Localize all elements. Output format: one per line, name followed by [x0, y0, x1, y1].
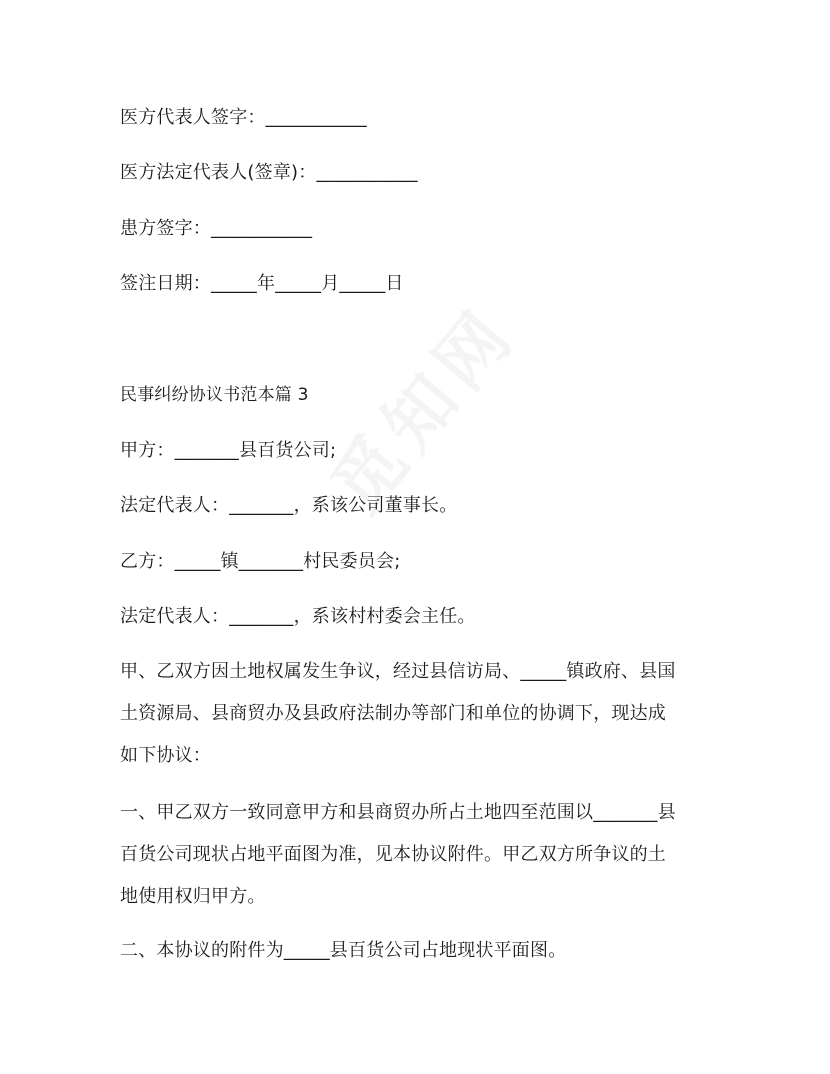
clause-1-line: 一、甲乙双方一致同意甲方和县商贸办所占土地四至范围以_______县: [120, 802, 676, 823]
clause-2-line: 二、本协议的附件为_____县百货公司占地现状平面图。: [120, 940, 567, 961]
party-a-legal-rep-line: 法定代表人：_______，系该公司董事长。: [120, 495, 458, 516]
patient-signature-line: 患方签字：___________: [120, 218, 313, 239]
party-a-line: 甲方：_______县百货公司;: [120, 440, 337, 461]
clause-1-paragraph: [120, 792, 710, 918]
doctor-rep-signature-line: 医方代表人签字：___________: [120, 107, 367, 128]
doctor-legal-rep-signature-line: 医方法定代表人(签章)：___________: [120, 162, 418, 183]
party-b-legal-rep-line: 法定代表人：_______，系该村村委会主任。: [120, 606, 476, 627]
intro-paragraph: [120, 651, 710, 777]
intro-line: 土资源局、县商贸办及县政府法制办等部门和单位的协调下，现达成: [120, 703, 666, 724]
intro-line: 如下协议：: [120, 745, 211, 766]
clause-1-line: 地使用权归甲方。: [120, 886, 266, 907]
clause-1-line: 百货公司现状占地平面图为准，见本协议附件。甲乙双方所争议的土: [120, 844, 666, 865]
intro-line: 甲、乙双方因土地权属发生争议，经过县信访局、_____镇政府、县国: [120, 661, 676, 682]
watermark: [304, 281, 536, 530]
section-title: 民事纠纷协议书范本篇 3: [120, 385, 309, 405]
signing-date-line: 签注日期：_____年_____月_____日: [120, 273, 404, 294]
party-b-line: 乙方：_____镇_______村民委员会;: [120, 551, 401, 572]
